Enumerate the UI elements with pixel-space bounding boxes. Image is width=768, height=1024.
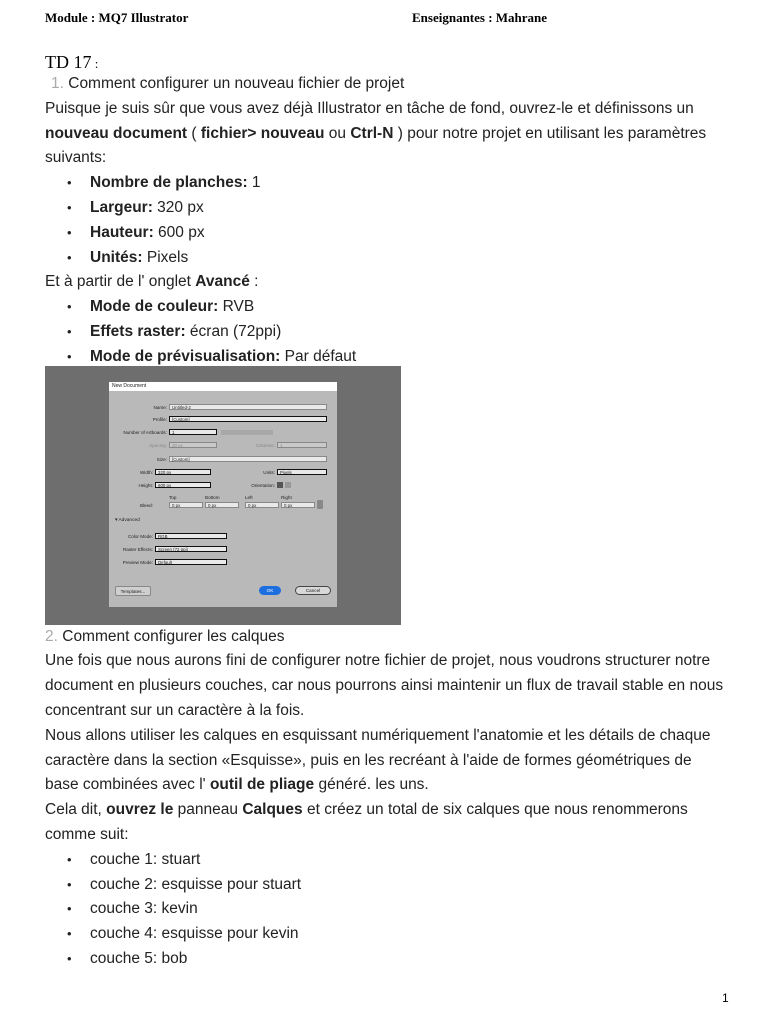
- height-input[interactable]: 600 px: [155, 482, 211, 488]
- param-value: 600 px: [153, 223, 205, 241]
- section1-heading-text: Comment configurer un nouveau fichier de projet: [63, 75, 405, 92]
- list-item: [90, 221, 725, 246]
- advanced-intro: [45, 270, 725, 295]
- text-run: Cela dit,: [45, 801, 107, 819]
- param-value: Par défaut: [280, 347, 357, 365]
- list-item: • couche 4: esquisse pour kevin: [90, 922, 725, 947]
- bleed-top-input[interactable]: 0 px: [169, 502, 203, 508]
- dialog-title: New Document: [109, 382, 337, 391]
- name-label: Name:: [153, 404, 167, 410]
- bleed-label: Bleed:: [139, 502, 153, 508]
- top-label: Top: [169, 494, 177, 500]
- list-item: • couche 5: bob: [90, 947, 725, 972]
- text-run-bold: Ctrl-N: [350, 124, 394, 142]
- bleed-right-input[interactable]: 0 px: [281, 502, 315, 508]
- advanced-list: [45, 295, 725, 369]
- text-run: Puisque je suis sûr que vous avez déjà Illustrator en tâche de fond, ouvrez-le et définissons un: [45, 99, 694, 117]
- page-title: [45, 52, 98, 73]
- list-item: [90, 246, 725, 271]
- params-list: [45, 171, 725, 270]
- color-mode-select[interactable]: RGB: [155, 533, 227, 539]
- raster-effects-select[interactable]: Screen (72 ppi): [155, 546, 227, 552]
- name-input[interactable]: Untitled-2: [169, 404, 327, 410]
- color-mode-label: Color Mode:: [127, 533, 153, 539]
- param-value: écran (72ppi): [185, 322, 282, 340]
- list-item: • couche 1: stuart: [90, 848, 725, 873]
- header-module: Module : MQ7 Illustrator: [45, 10, 189, 25]
- right-label: Right: [281, 494, 292, 500]
- text-run-bold: Avancé: [195, 273, 250, 291]
- header-teachers: Enseignantes : Mahrane: [412, 10, 548, 25]
- spacing-label: Spacing:: [149, 442, 167, 448]
- layers-list: [45, 848, 725, 972]
- new-document-dialog: [109, 382, 337, 607]
- units-label: Units:: [263, 469, 275, 475]
- text-run-bold: nouveau document: [45, 124, 188, 142]
- text-run: :: [249, 273, 259, 291]
- title-colon: :: [91, 56, 99, 71]
- param-label: Largeur:: [90, 198, 153, 216]
- text-run-bold: outil de pliage: [209, 776, 315, 794]
- section2-paragraph-2: [45, 724, 725, 798]
- list-item: [90, 196, 725, 221]
- page-number: 1: [722, 991, 729, 1005]
- list-item: [90, 320, 725, 345]
- title-text: TD 17: [45, 52, 92, 72]
- height-label: Height:: [138, 482, 153, 488]
- param-label: Mode de prévisualisation:: [90, 347, 281, 365]
- new-document-screenshot: [45, 366, 401, 625]
- columns-input: 1: [277, 442, 327, 448]
- artboards-label: Number of Artboards:: [123, 429, 167, 435]
- landscape-icon[interactable]: [285, 482, 291, 488]
- profile-label: Profile:: [152, 416, 167, 422]
- preview-mode-label: Preview Mode:: [122, 559, 153, 565]
- link-icon[interactable]: [317, 500, 323, 509]
- section2-paragraph-3: [45, 798, 725, 848]
- profile-select[interactable]: [Custom]: [169, 416, 327, 422]
- param-value: RVB: [218, 298, 255, 316]
- section1-paragraph: [45, 97, 725, 171]
- size-label: Size:: [156, 456, 167, 462]
- orientation-label: Orientation:: [251, 482, 275, 488]
- width-label: Width:: [139, 469, 153, 475]
- preview-mode-select[interactable]: Default: [155, 559, 227, 565]
- ok-button[interactable]: OK: [259, 586, 281, 595]
- text-run: Et à partir de l' onglet: [45, 273, 196, 291]
- section1-number: 1.: [51, 75, 64, 92]
- param-label: Hauteur:: [90, 223, 154, 241]
- list-item: • couche 3: kevin: [90, 897, 725, 922]
- list-item: [90, 295, 725, 320]
- param-label: Effets raster:: [90, 322, 186, 340]
- left-label: Left: [245, 494, 253, 500]
- list-item: • couche 2: esquisse pour stuart: [90, 873, 725, 898]
- param-label: Unités:: [90, 248, 143, 266]
- document-body: [45, 72, 725, 972]
- param-label: Mode de couleur:: [90, 298, 219, 316]
- text-run: ou: [324, 124, 351, 142]
- advanced-label: Advanced: [118, 517, 140, 523]
- artboard-layout-icons: [221, 430, 273, 435]
- text-run-bold: fichier> nouveau: [200, 124, 325, 142]
- param-value: 320 px: [152, 198, 204, 216]
- bottom-label: Bottom: [205, 494, 220, 500]
- spacing-input: 20 px: [169, 442, 217, 448]
- section1-heading: [51, 72, 725, 97]
- text-run: ) pour notre projet en utilisant les paramètres suivants:: [45, 124, 707, 167]
- param-value: Pixels: [142, 248, 189, 266]
- section2-paragraph-1: Une fois que nous aurons fini de configurer notre fichier de projet, nous voudrons structurer notre document en plusieurs couches, car nous pourrons ainsi maintenir un flux de travail stable en nous concentrant sur un caractère à la fois.: [45, 652, 724, 719]
- advanced-toggle[interactable]: ▾ Advanced: [115, 517, 140, 523]
- templates-button[interactable]: Templates...: [115, 586, 151, 596]
- param-value: 1: [247, 174, 261, 192]
- param-label: Nombre de planches:: [90, 174, 248, 192]
- text-run: Nous allons utiliser les calques en esquissant numériquement l'anatomie et les détails de chaque caractère dans la section «Esquisse», puis en les recréant à l'aide de formes géométriques de base combinées avec l': [45, 726, 711, 794]
- text-run: et créez un total de six calques que nous renommerons comme suit:: [45, 801, 688, 843]
- width-input[interactable]: 320 px: [155, 469, 211, 475]
- text-run-bold: Calques: [242, 801, 303, 819]
- section2-heading-text: Comment configurer les calques: [57, 627, 285, 645]
- bleed-bottom-input[interactable]: 0 px: [205, 502, 239, 508]
- artboards-input[interactable]: 1: [169, 429, 217, 435]
- portrait-icon[interactable]: [277, 482, 283, 488]
- list-item: [90, 171, 725, 196]
- columns-label: Columns:: [255, 442, 275, 448]
- raster-effects-label: Raster Effects:: [122, 546, 153, 552]
- bleed-left-input[interactable]: 0 px: [245, 502, 279, 508]
- units-select[interactable]: Pixels: [277, 469, 327, 475]
- size-select[interactable]: [Custom]: [169, 456, 327, 462]
- text-run-bold: ouvrez le: [106, 801, 174, 819]
- text-run: (: [187, 124, 201, 142]
- section2-heading: [45, 625, 725, 650]
- text-run: panneau: [173, 801, 243, 819]
- section2-number: 2.: [45, 627, 58, 645]
- text-run: généré. les uns.: [314, 776, 429, 794]
- cancel-button[interactable]: Cancel: [295, 586, 331, 595]
